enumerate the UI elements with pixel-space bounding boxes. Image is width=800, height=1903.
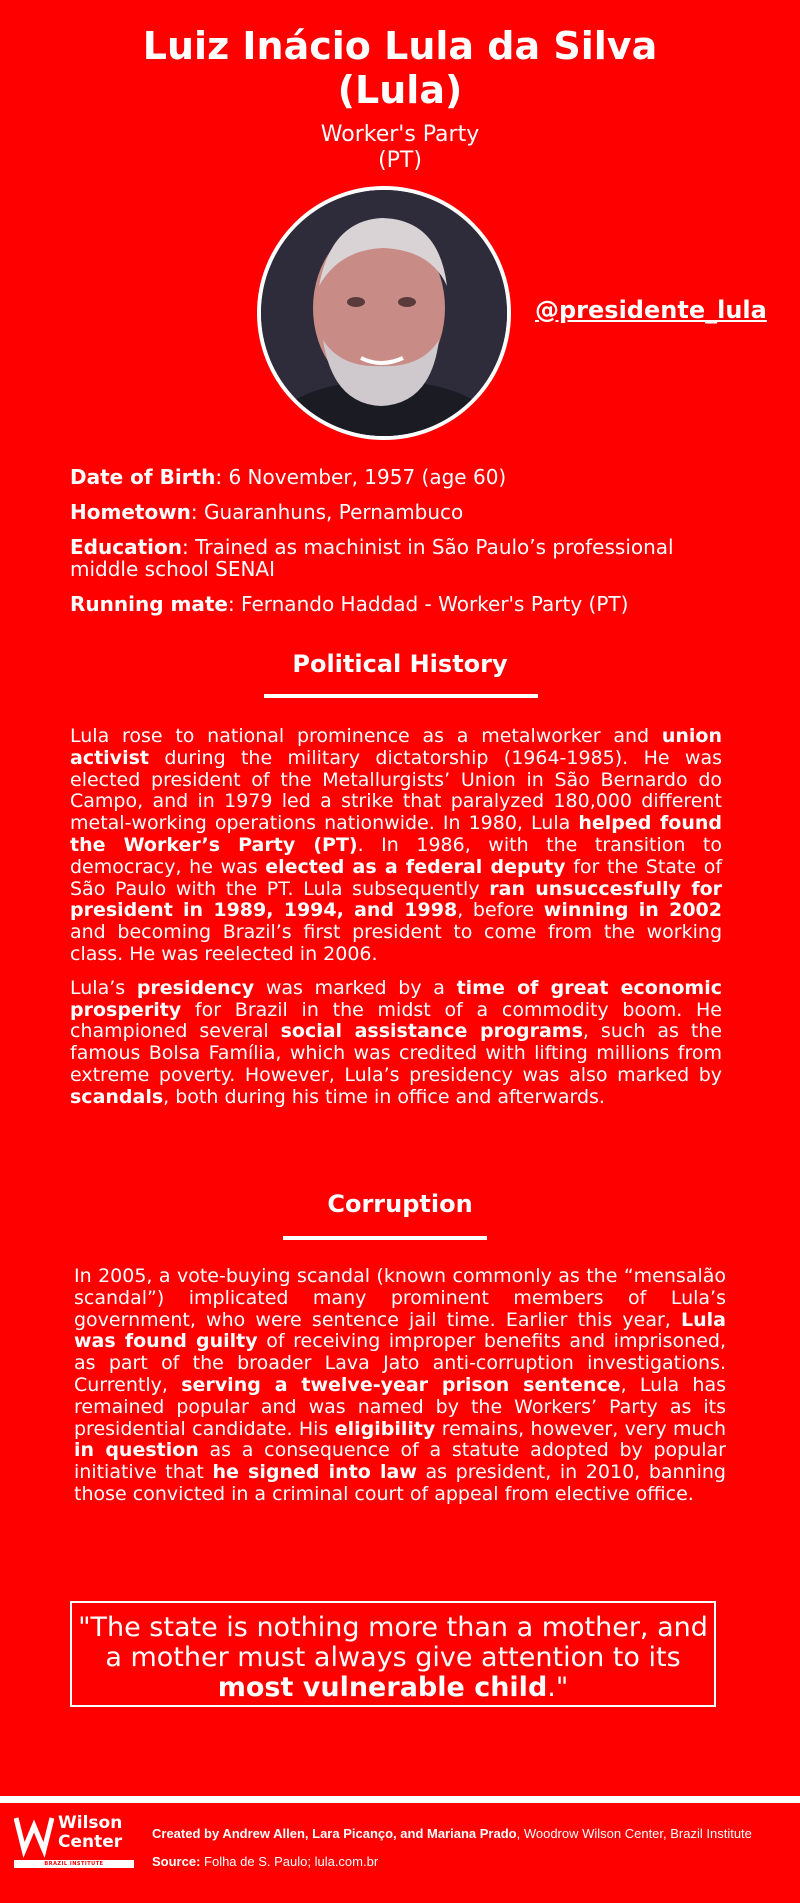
emphasis-text: in question xyxy=(74,1439,199,1462)
credits-line xyxy=(152,1820,792,1848)
emphasis-text: serving a twelve-year prison sentence xyxy=(181,1373,621,1396)
emphasis-text: time of great economic prosperity xyxy=(70,976,722,1021)
body-text: ." xyxy=(547,1672,569,1703)
body-text: was marked by a xyxy=(254,976,457,999)
body-text: as president, in 2010, banning those convicted in a criminal court of appeal from elective office. xyxy=(74,1461,726,1505)
party-name: Worker's Party xyxy=(320,122,480,147)
corruption-body xyxy=(74,1266,726,1518)
footer-credits xyxy=(152,1820,792,1876)
page-title xyxy=(0,24,800,112)
emphasis-text: scandals xyxy=(70,1085,164,1108)
party-abbr: (PT) xyxy=(378,148,422,173)
title-name: Luiz Inácio Lula da Silva xyxy=(142,24,658,68)
emphasis-text: social assistance programs xyxy=(280,1020,583,1043)
body-text: . In 1986, with the transition to democracy, he was xyxy=(70,833,723,878)
corruption-paragraph xyxy=(74,1266,726,1506)
logo-subtitle: BRAZIL INSTITUTE xyxy=(14,1860,134,1868)
political-history-paragraph-2 xyxy=(70,978,722,1109)
section-title-political-history: Political History xyxy=(292,650,508,678)
body-text: Lula rose to national prominence as a metalworker and xyxy=(70,725,662,747)
fact-education xyxy=(70,536,730,580)
body-text: , before xyxy=(457,899,544,922)
section-divider xyxy=(283,1236,487,1240)
body-text: , Lula has remained popular and was named by the Workers’ Party as its presidential candidate. His xyxy=(74,1373,727,1440)
credits-authors: Created by Andrew Allen, Lara Picanço, and Mariana Prado xyxy=(152,1826,517,1841)
fact-value: : 6 November, 1957 (age 60) xyxy=(215,465,507,489)
emphasis-text: ran unsuccesfully for president in 1989, 1994, and 1998 xyxy=(70,877,723,922)
logo-line-1: Wilson xyxy=(58,1813,123,1833)
body-text: of receiving improper benefits and imprisoned, as part of the broader Lava Jato anti-corruption investigations. Currently, xyxy=(74,1330,726,1396)
body-text: In 2005, a vote-buying scandal (known commonly as the “mensalão scandal”) implicated many prominent members of Lula’s government, who were sentence jail time. Earlier this year, xyxy=(74,1265,726,1331)
emphasis-text: Lula was found guilty xyxy=(74,1308,726,1353)
fact-birth xyxy=(70,466,730,488)
fact-label: Date of Birth xyxy=(70,465,216,489)
source-value: Folha de S. Paulo; lula.com.br xyxy=(200,1854,379,1869)
fact-value: : Trained as machinist in São Paulo’s professional middle school SENAI xyxy=(70,535,674,581)
wilson-center-w-icon xyxy=(14,1814,54,1858)
body-text: during the military dictatorship (1964-1985). He was elected president of the Metallurgists’ Union in São Bernardo do Campo, and in 1979 led a strike that paralyzed 180,000 different metal-working operations nationwide. In 1980, Lula xyxy=(70,746,722,835)
quote-box xyxy=(70,1601,716,1707)
body-text: Lula’s xyxy=(70,976,137,999)
fact-value: : Fernando Haddad - Worker's Party (PT) xyxy=(227,592,629,616)
emphasis-text: eligibility xyxy=(334,1417,436,1440)
footer-divider xyxy=(0,1796,800,1803)
fact-label: Running mate xyxy=(70,592,228,616)
body-text: as a consequence of a statute adopted by popular initiative that xyxy=(74,1439,726,1484)
emphasis-text: he signed into law xyxy=(212,1461,417,1484)
logo-wordmark xyxy=(58,1814,122,1852)
fact-running-mate xyxy=(70,593,730,615)
logo-line-2: Center xyxy=(58,1832,123,1852)
fact-label: Hometown xyxy=(70,500,191,524)
body-text: remains, however, very much xyxy=(435,1417,726,1440)
fact-hometown xyxy=(70,501,730,523)
section-title-corruption: Corruption xyxy=(327,1190,473,1218)
political-history-body xyxy=(70,726,722,1121)
fact-label: Education xyxy=(70,535,182,559)
emphasis-text: winning in 2002 xyxy=(543,899,722,922)
portrait-photo xyxy=(257,186,511,440)
source-line xyxy=(152,1848,792,1876)
credits-org: , Woodrow Wilson Center, Brazil Institute xyxy=(516,1826,752,1841)
emphasis-text: union activist xyxy=(70,725,722,769)
quote-text xyxy=(78,1612,708,1703)
body-text: , such as the famous Bolsa Família, which was credited with lifting millions from extreme poverty. However, Lula’s presidency was also marked by xyxy=(70,1020,723,1086)
party-affiliation xyxy=(0,122,800,174)
twitter-handle-link[interactable]: @presidente_lula xyxy=(535,296,767,324)
body-text: "The state is nothing more than a mother, and a mother must always give attention to its xyxy=(78,1612,708,1673)
section-divider xyxy=(264,694,538,698)
fact-value: : Guaranhuns, Pernambuco xyxy=(190,500,464,524)
emphasis-text: elected as a federal deputy xyxy=(265,855,566,878)
body-text: , both during his time in office and afterwards. xyxy=(163,1085,605,1108)
emphasis-text: most vulnerable child xyxy=(217,1672,548,1703)
source-label: Source: xyxy=(152,1854,201,1869)
body-text: for Brazil in the midst of a commodity boom. He championed several xyxy=(70,998,722,1043)
political-history-paragraph-1 xyxy=(70,726,722,966)
emphasis-text: helped found the Worker’s Party (PT) xyxy=(70,812,722,856)
emphasis-text: presidency xyxy=(136,976,255,999)
title-nickname: (Lula) xyxy=(337,68,463,112)
body-text: and becoming Brazil’s first president to come from the working class. He was reelected in 2006. xyxy=(70,921,722,965)
body-text: for the State of São Paulo with the PT. Lula subsequently xyxy=(70,855,723,900)
facts-list xyxy=(70,466,730,628)
